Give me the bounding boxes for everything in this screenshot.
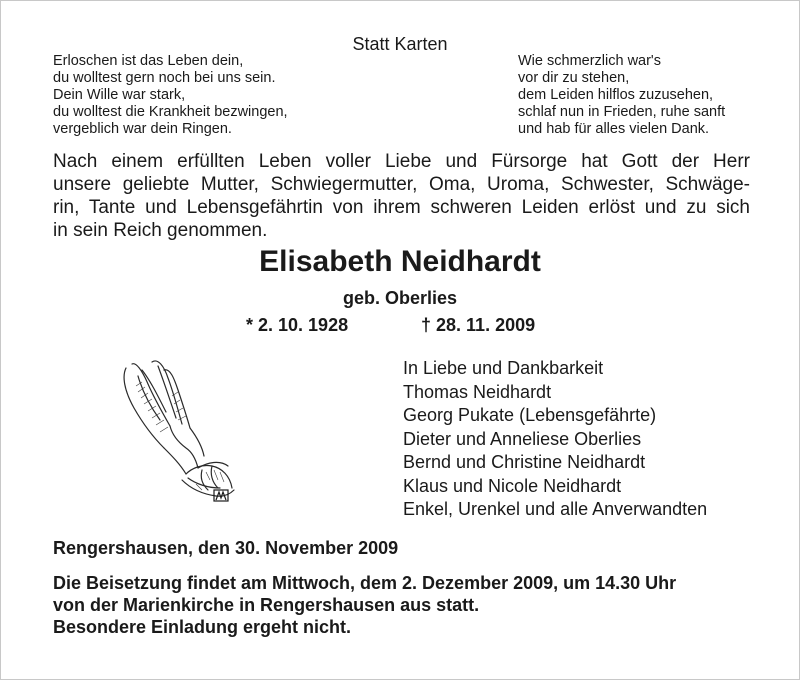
poem-line: vor dir zu stehen,	[518, 70, 630, 86]
maiden-name: geb. Oberlies	[342, 288, 458, 308]
intro-line: in sein Reich genommen.	[53, 220, 268, 241]
poem-right	[518, 53, 725, 138]
burial-line: Die Beisetzung findet am Mittwoch, dem 2. Dezember 2009, um 14.30 Uhr	[53, 573, 677, 593]
burial-info	[53, 572, 676, 638]
mourners-heading: In Liebe und Dankbarkeit	[403, 358, 604, 378]
poem-line: dem Leiden hilflos zuzusehen,	[518, 87, 714, 103]
poem-left	[53, 53, 288, 138]
mourner-entry: Thomas Neidhardt	[403, 381, 552, 402]
birth-date: * 2. 10. 1928	[246, 315, 349, 335]
mourner-entry: Bernd und Christine Neidhardt	[403, 452, 646, 472]
mourners-list	[403, 357, 707, 522]
mourner-entry: Klaus und Nicole Neidhardt	[403, 475, 622, 496]
mourner-entry: Enkel, Urenkel und alle Anverwandten	[403, 499, 708, 519]
mourner-entry: Georg Pukate (Lebensgefährte)	[403, 405, 657, 425]
intro-paragraph	[53, 150, 750, 242]
poem-line: schlaf nun in Frieden, ruhe sanft	[518, 104, 726, 120]
poem-line: du wolltest gern noch bei uns sein.	[53, 70, 276, 86]
burial-line: Besondere Einladung ergeht nicht.	[53, 617, 352, 637]
death-date: † 28. 11. 2009	[421, 315, 536, 335]
mourner-entry: Dieter und Anneliese Oberlies	[403, 428, 642, 449]
poem-line: du wolltest die Krankheit bezwingen,	[53, 104, 288, 120]
intro-line: Nach einem erfüllten Leben voller Liebe und Fürsorge hat Gott der Herr	[53, 151, 750, 172]
intro-line: unsere geliebte Mutter, Schwiegermutter, Oma, Uroma, Schwester, Schwäge-	[53, 174, 750, 195]
poem-line: Dein Wille war stark,	[53, 87, 186, 103]
deceased-name: Elisabeth Neidhardt	[259, 245, 541, 278]
burial-line: von der Marienkirche in Rengershausen aus statt.	[53, 595, 480, 615]
poem-line: Wie schmerzlich war's	[518, 53, 661, 69]
poem-line: und hab für alles vielen Dank.	[518, 121, 710, 137]
intro-line: rin, Tante und Lebensgefährtin von ihrem schweren Leiden erlöst und zu sich	[53, 197, 750, 218]
praying-hands-icon	[112, 356, 242, 506]
statt-karten-heading: Statt Karten	[352, 34, 448, 54]
poem-line: vergeblich war dein Ringen.	[53, 121, 232, 137]
place-and-date: Rengershausen, den 30. November 2009	[53, 538, 399, 558]
poem-line: Erloschen ist das Leben dein,	[53, 53, 244, 69]
